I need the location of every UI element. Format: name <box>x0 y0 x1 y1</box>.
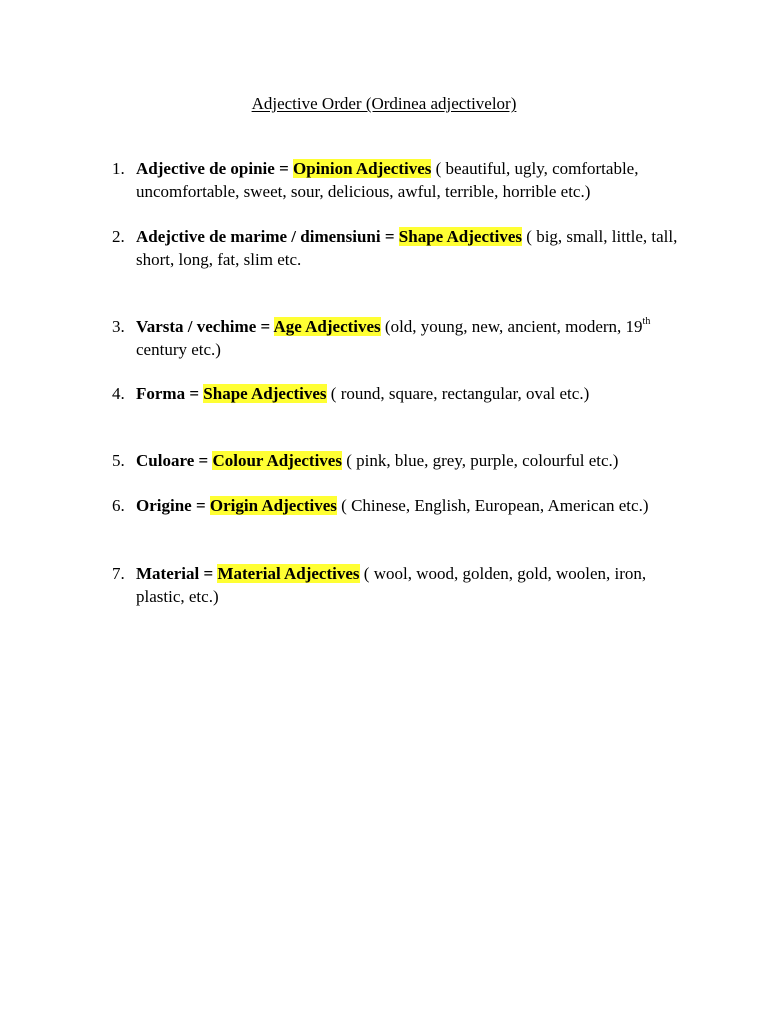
list-item-number: 5. <box>112 451 125 470</box>
list-item-term: Forma = <box>136 384 204 403</box>
list-item-number: 1. <box>112 159 125 178</box>
list-item-category-highlight: Shape Adjectives <box>398 227 523 246</box>
list-item-body <box>136 450 682 473</box>
list-item <box>112 383 682 406</box>
list-item-examples: ( round, square, rectangular, oval etc.) <box>326 384 590 403</box>
list-item-number: 4. <box>112 384 125 403</box>
list-item-body <box>136 563 682 608</box>
list-item-term: Culoare = <box>136 451 213 470</box>
list-item-category-highlight: Colour Adjectives <box>212 451 342 470</box>
list-item-term: Varsta / vechime = <box>136 317 274 336</box>
list-item-examples: ( Chinese, English, European, American etc.) <box>336 496 649 515</box>
list-item-body <box>136 158 682 203</box>
list-item-examples: (old, young, new, ancient, modern, 19 <box>380 317 643 336</box>
list-item-term: Material = <box>136 564 218 583</box>
list-item-examples: ( beautiful, ugly, comfortable, uncomfortable, sweet, sour, delicious, awful, terrible, horrible etc.) <box>136 159 639 201</box>
list-item-number: 2. <box>112 227 125 246</box>
list-item <box>112 158 682 203</box>
list-item-category-highlight: Origin Adjectives <box>209 496 337 515</box>
list-item-examples: ( big, small, little, tall, short, long, fat, slim etc. <box>136 227 678 269</box>
list-item-body <box>136 226 682 271</box>
list-item-category-highlight: Shape Adjectives <box>203 384 327 403</box>
list-item <box>112 495 682 518</box>
list-item-examples: ( pink, blue, grey, purple, colourful etc.) <box>341 451 619 470</box>
list-item-superscript: th <box>642 316 651 328</box>
list-item-examples-end: century etc.) <box>136 339 221 359</box>
list-item-number: 6. <box>112 496 125 515</box>
list-item-term: Origine = <box>136 496 210 515</box>
list-item <box>112 316 682 361</box>
list-item-term: Adejctive de marime / dimensiuni = <box>136 227 399 246</box>
list-item-category-highlight: Opinion Adjectives <box>293 159 432 178</box>
list-item-category-highlight: Material Adjectives <box>217 564 360 583</box>
list-item <box>112 450 682 473</box>
list-item-body <box>136 495 682 518</box>
list-item-body <box>136 383 682 406</box>
list-item-category-highlight: Age Adjectives <box>273 317 381 336</box>
list-item <box>112 226 682 271</box>
list-item-number: 7. <box>112 564 125 583</box>
document-title: Adjective Order (Ordinea adjectivelor) <box>251 94 517 113</box>
list-item-examples: ( wool, wood, golden, gold, woolen, iron, plastic, etc.) <box>136 564 647 606</box>
list-item-number: 3. <box>112 317 125 336</box>
list-item <box>112 563 682 608</box>
list-item-body <box>136 316 682 361</box>
list-item-term: Adjective de opinie = <box>136 159 294 178</box>
